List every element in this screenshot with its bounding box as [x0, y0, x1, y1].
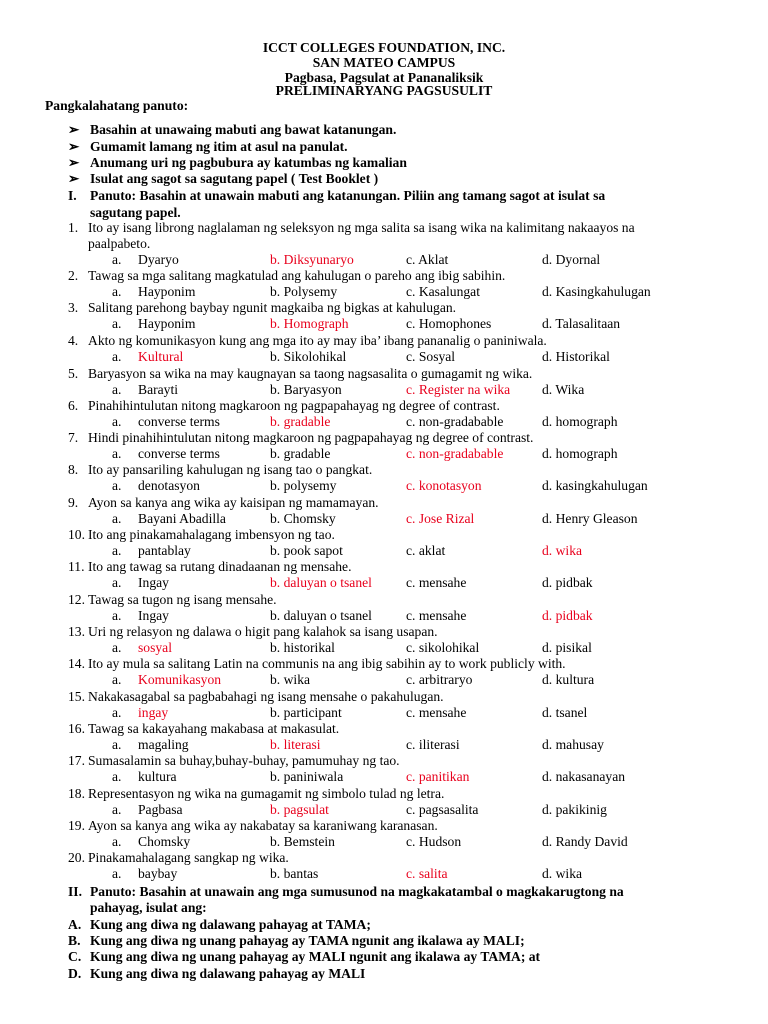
- option-letter-a: a.: [112, 575, 122, 590]
- question-number: 14.: [68, 656, 85, 671]
- answer-option: b. historikal: [270, 640, 335, 655]
- option-letter-a: a.: [112, 252, 122, 267]
- answer-option: ingay: [138, 705, 169, 720]
- answer-option: d. nakasanayan: [542, 769, 626, 784]
- answer-option: d. Wika: [542, 382, 585, 397]
- answer-option: c. Homophones: [406, 316, 492, 331]
- question-text: Salitang parehong baybay ngunit magkaiba ng bigkas at kahulugan.: [88, 300, 457, 315]
- answer-option: d. pakikinig: [542, 802, 607, 817]
- part1-numeral: I.: [68, 188, 77, 203]
- option-letter-a: a.: [112, 316, 122, 331]
- question-text: Uri ng relasyon ng dalawa o higit pang kalahok sa isang usapan.: [88, 624, 438, 639]
- bullet-arrow-icon: ➢: [68, 139, 80, 154]
- answer-option: Bayani Abadilla: [138, 511, 226, 526]
- option-letter-a: a.: [112, 478, 122, 493]
- answer-option: b. Diksyunaryo: [270, 252, 354, 267]
- answer-option: b. participant: [270, 705, 342, 720]
- answer-option: d. homograph: [542, 414, 618, 429]
- answer-option: d. wika: [542, 866, 583, 881]
- option-letter-a: a.: [112, 640, 122, 655]
- choice-letter: B.: [68, 933, 81, 948]
- part1-instruction-line1: Panuto: Basahin at unawain mabuti ang katanungan. Piliin ang tamang sagot at isulat sa: [90, 188, 606, 203]
- question-text: Tawag sa kakayahang makabasa at makasulat.: [88, 721, 340, 736]
- answer-option: d. kultura: [542, 672, 595, 687]
- question-text: Akto ng komunikasyon kung ang mga ito ay may iba’ ibang pananalig o paniniwala.: [88, 333, 547, 348]
- question-text: Representasyon ng wika na gumagamit ng simbolo tulad ng letra.: [88, 786, 445, 801]
- answer-option: c. Jose Rizal: [406, 511, 475, 526]
- general-instructions-heading: Pangkalahatang panuto:: [45, 98, 189, 113]
- part2-instruction-line2: pahayag, isulat ang:: [90, 900, 207, 915]
- general-instruction-item: Basahin at unawaing mabuti ang bawat katanungan.: [90, 122, 397, 137]
- answer-option: c. aklat: [406, 543, 446, 558]
- option-letter-a: a.: [112, 769, 122, 784]
- answer-option: c. panitikan: [406, 769, 470, 784]
- answer-option: d. Randy David: [542, 834, 628, 849]
- answer-option: c. Hudson: [406, 834, 462, 849]
- answer-option: d. mahusay: [542, 737, 604, 752]
- school-name: ICCT COLLEGES FOUNDATION, INC.: [262, 40, 506, 55]
- choice-letter: D.: [68, 966, 82, 981]
- answer-option: Komunikasyon: [138, 672, 222, 687]
- answer-option: c. non-gradabable: [406, 414, 504, 429]
- answer-option: baybay: [138, 866, 178, 881]
- answer-option: b. literasi: [270, 737, 321, 752]
- answer-option: d. homograph: [542, 446, 618, 461]
- option-letter-a: a.: [112, 866, 122, 881]
- option-letter-a: a.: [112, 834, 122, 849]
- answer-option: kultura: [138, 769, 177, 784]
- option-letter-a: a.: [112, 737, 122, 752]
- question-number: 13.: [68, 624, 85, 639]
- question-number: 2.: [68, 268, 79, 283]
- question-number: 5.: [68, 366, 79, 381]
- answer-option: magaling: [138, 737, 189, 752]
- course-title: Pagbasa, Pagsulat at Pananaliksik: [284, 70, 484, 85]
- question-text: Ito ay mula sa salitang Latin na communis na ang ibig sabihin ay to work publicly with.: [88, 656, 566, 671]
- option-letter-a: a.: [112, 802, 122, 817]
- question-text: Ayon sa kanya ang wika ay kaisipan ng mamamayan.: [88, 495, 379, 510]
- question-number: 19.: [68, 818, 85, 833]
- answer-option: c. Register na wika: [406, 382, 511, 397]
- choice-text: Kung ang diwa ng dalawang pahayag at TAMA;: [90, 917, 371, 932]
- answer-option: c. arbitraryo: [406, 672, 473, 687]
- question-number: 9.: [68, 495, 79, 510]
- answer-option: b. Chomsky: [270, 511, 336, 526]
- answer-option: b. gradable: [270, 414, 331, 429]
- question-number: 15.: [68, 689, 85, 704]
- question-number: 18.: [68, 786, 85, 801]
- question-text: Ito ang pinakamahalagang imbensyon ng tao.: [88, 527, 335, 542]
- answer-option: c. Aklat: [406, 252, 449, 267]
- answer-option: c. non-gradabable: [406, 446, 504, 461]
- bullet-arrow-icon: ➢: [68, 122, 80, 137]
- question-number: 7.: [68, 430, 79, 445]
- answer-option: b. wika: [270, 672, 311, 687]
- question-number: 20.: [68, 850, 85, 865]
- answer-option: c. iliterasi: [406, 737, 460, 752]
- question-number: 8.: [68, 462, 79, 477]
- answer-option: d. pisikal: [542, 640, 592, 655]
- answer-option: Hayponim: [138, 316, 196, 331]
- option-letter-a: a.: [112, 511, 122, 526]
- question-text: Sumasalamin sa buhay,buhay-buhay, pamumuhay ng tao.: [88, 753, 400, 768]
- question-text: Nakakasagabal sa pagbabahagi ng isang mensahe o pakahulugan.: [88, 689, 444, 704]
- answer-option: c. mensahe: [406, 705, 467, 720]
- part1-instruction-line2: sagutang papel.: [90, 205, 181, 220]
- question-number: 4.: [68, 333, 79, 348]
- question-text: Tawag sa tugon ng isang mensahe.: [88, 592, 277, 607]
- option-letter-a: a.: [112, 705, 122, 720]
- answer-option: c. mensahe: [406, 608, 467, 623]
- answer-option: b. Polysemy: [270, 284, 338, 299]
- choice-text: Kung ang diwa ng unang pahayag ay TAMA ngunit ang ikalawa ay MALI;: [90, 933, 525, 948]
- answer-option: d. tsanel: [542, 705, 588, 720]
- answer-option: Chomsky: [138, 834, 191, 849]
- answer-option: b. gradable: [270, 446, 331, 461]
- answer-option: d. Dyornal: [542, 252, 601, 267]
- choice-letter: A.: [68, 917, 82, 932]
- answer-option: Ingay: [138, 575, 169, 590]
- general-instruction-item: Anumang uri ng pagbubura ay katumbas ng kamalian: [90, 155, 407, 170]
- option-letter-a: a.: [112, 672, 122, 687]
- choice-letter: C.: [68, 949, 82, 964]
- answer-option: b. bantas: [270, 866, 319, 881]
- answer-option: d. pidbak: [542, 608, 593, 623]
- answer-option: Dyaryo: [138, 252, 179, 267]
- answer-option: Barayti: [138, 382, 179, 397]
- question-text: Ayon sa kanya ang wika ay nakabatay sa karaniwang karanasan.: [88, 818, 438, 833]
- option-letter-a: a.: [112, 608, 122, 623]
- question-number: 12.: [68, 592, 85, 607]
- campus-name: SAN MATEO CAMPUS: [312, 55, 456, 70]
- question-text: Ito ay pansariling kahulugan ng isang tao o pangkat.: [88, 462, 373, 477]
- option-letter-a: a.: [112, 382, 122, 397]
- option-letter-a: a.: [112, 284, 122, 299]
- answer-option: Ingay: [138, 608, 169, 623]
- part2-instruction-line1: Panuto: Basahin at unawain ang mga sumusunod na magkakatambal o magkakarugtong na: [90, 884, 624, 899]
- answer-option: d. Talasalitaan: [542, 316, 621, 331]
- exam-title: PRELIMINARYANG PAGSUSULIT: [275, 83, 493, 98]
- general-instruction-item: Isulat ang sagot sa sagutang papel ( Test Booklet ): [90, 171, 379, 186]
- answer-option: d. Henry Gleason: [542, 511, 638, 526]
- answer-option: b. Bemstein: [270, 834, 335, 849]
- question-number: 16.: [68, 721, 85, 736]
- general-instruction-item: Gumamit lamang ng itim at asul na panulat.: [90, 139, 348, 154]
- answer-option: converse terms: [138, 414, 220, 429]
- bullet-arrow-icon: ➢: [68, 171, 80, 186]
- answer-option: c. mensahe: [406, 575, 467, 590]
- question-text: Hindi pinahihintulutan nitong magkaroon ng pagpapahayag ng degree of contrast.: [88, 430, 534, 445]
- question-text: Baryasyon sa wika na may kaugnayan sa taong nagsasalita o gumagamit ng wika.: [88, 366, 533, 381]
- answer-option: b. paniniwala: [270, 769, 344, 784]
- answer-option: c. sikolohikal: [406, 640, 480, 655]
- answer-option: d. Kasingkahulugan: [542, 284, 651, 299]
- question-number: 3.: [68, 300, 79, 315]
- question-text-continued: paalpabeto.: [88, 236, 151, 251]
- answer-option: b. daluyan o tsanel: [270, 575, 372, 590]
- question-number: 6.: [68, 398, 79, 413]
- question-number: 11.: [68, 559, 85, 574]
- answer-option: c. pagsasalita: [406, 802, 479, 817]
- answer-option: d. wika: [542, 543, 583, 558]
- answer-option: d. Historikal: [542, 349, 610, 364]
- part2-numeral: II.: [68, 884, 82, 899]
- bullet-arrow-icon: ➢: [68, 155, 80, 170]
- answer-option: c. Kasalungat: [406, 284, 480, 299]
- answer-option: Kultural: [138, 349, 184, 364]
- choice-text: Kung ang diwa ng unang pahayag ay MALI ngunit ang ikalawa ay TAMA; at: [90, 949, 541, 964]
- answer-option: b. pook sapot: [270, 543, 343, 558]
- choice-text: Kung ang diwa ng dalawang pahayag ay MALI: [90, 966, 366, 981]
- option-letter-a: a.: [112, 349, 122, 364]
- option-letter-a: a.: [112, 543, 122, 558]
- question-text: Ito ay isang librong naglalaman ng seleksyon ng mga salita sa isang wika na kalimitang nakaayos na: [88, 220, 635, 235]
- answer-option: converse terms: [138, 446, 220, 461]
- option-letter-a: a.: [112, 414, 122, 429]
- answer-option: c. salita: [406, 866, 448, 881]
- question-text: Pinahihintulutan nitong magkaroon ng pagpapahayag ng degree of contrast.: [88, 398, 500, 413]
- answer-option: d. pidbak: [542, 575, 593, 590]
- answer-option: sosyal: [138, 640, 172, 655]
- answer-option: b. pagsulat: [270, 802, 329, 817]
- answer-option: b. polysemy: [270, 478, 337, 493]
- question-number: 17.: [68, 753, 85, 768]
- question-number: 1.: [68, 220, 79, 235]
- answer-option: c. Sosyal: [406, 349, 456, 364]
- answer-option: d. kasingkahulugan: [542, 478, 648, 493]
- answer-option: denotasyon: [138, 478, 200, 493]
- answer-option: b. daluyan o tsanel: [270, 608, 372, 623]
- answer-option: pantablay: [138, 543, 191, 558]
- answer-option: Hayponim: [138, 284, 196, 299]
- question-number: 10.: [68, 527, 85, 542]
- answer-option: b. Homograph: [270, 316, 349, 331]
- answer-option: b. Sikolohikal: [270, 349, 347, 364]
- question-text: Ito ang tawag sa rutang dinadaanan ng mensahe.: [88, 559, 352, 574]
- question-text: Pinakamahalagang sangkap ng wika.: [88, 850, 289, 865]
- answer-option: c. konotasyon: [406, 478, 482, 493]
- question-text: Tawag sa mga salitang magkatulad ang kahulugan o pareho ang ibig sabihin.: [88, 268, 506, 283]
- answer-option: Pagbasa: [138, 802, 183, 817]
- answer-option: b. Baryasyon: [270, 382, 342, 397]
- option-letter-a: a.: [112, 446, 122, 461]
